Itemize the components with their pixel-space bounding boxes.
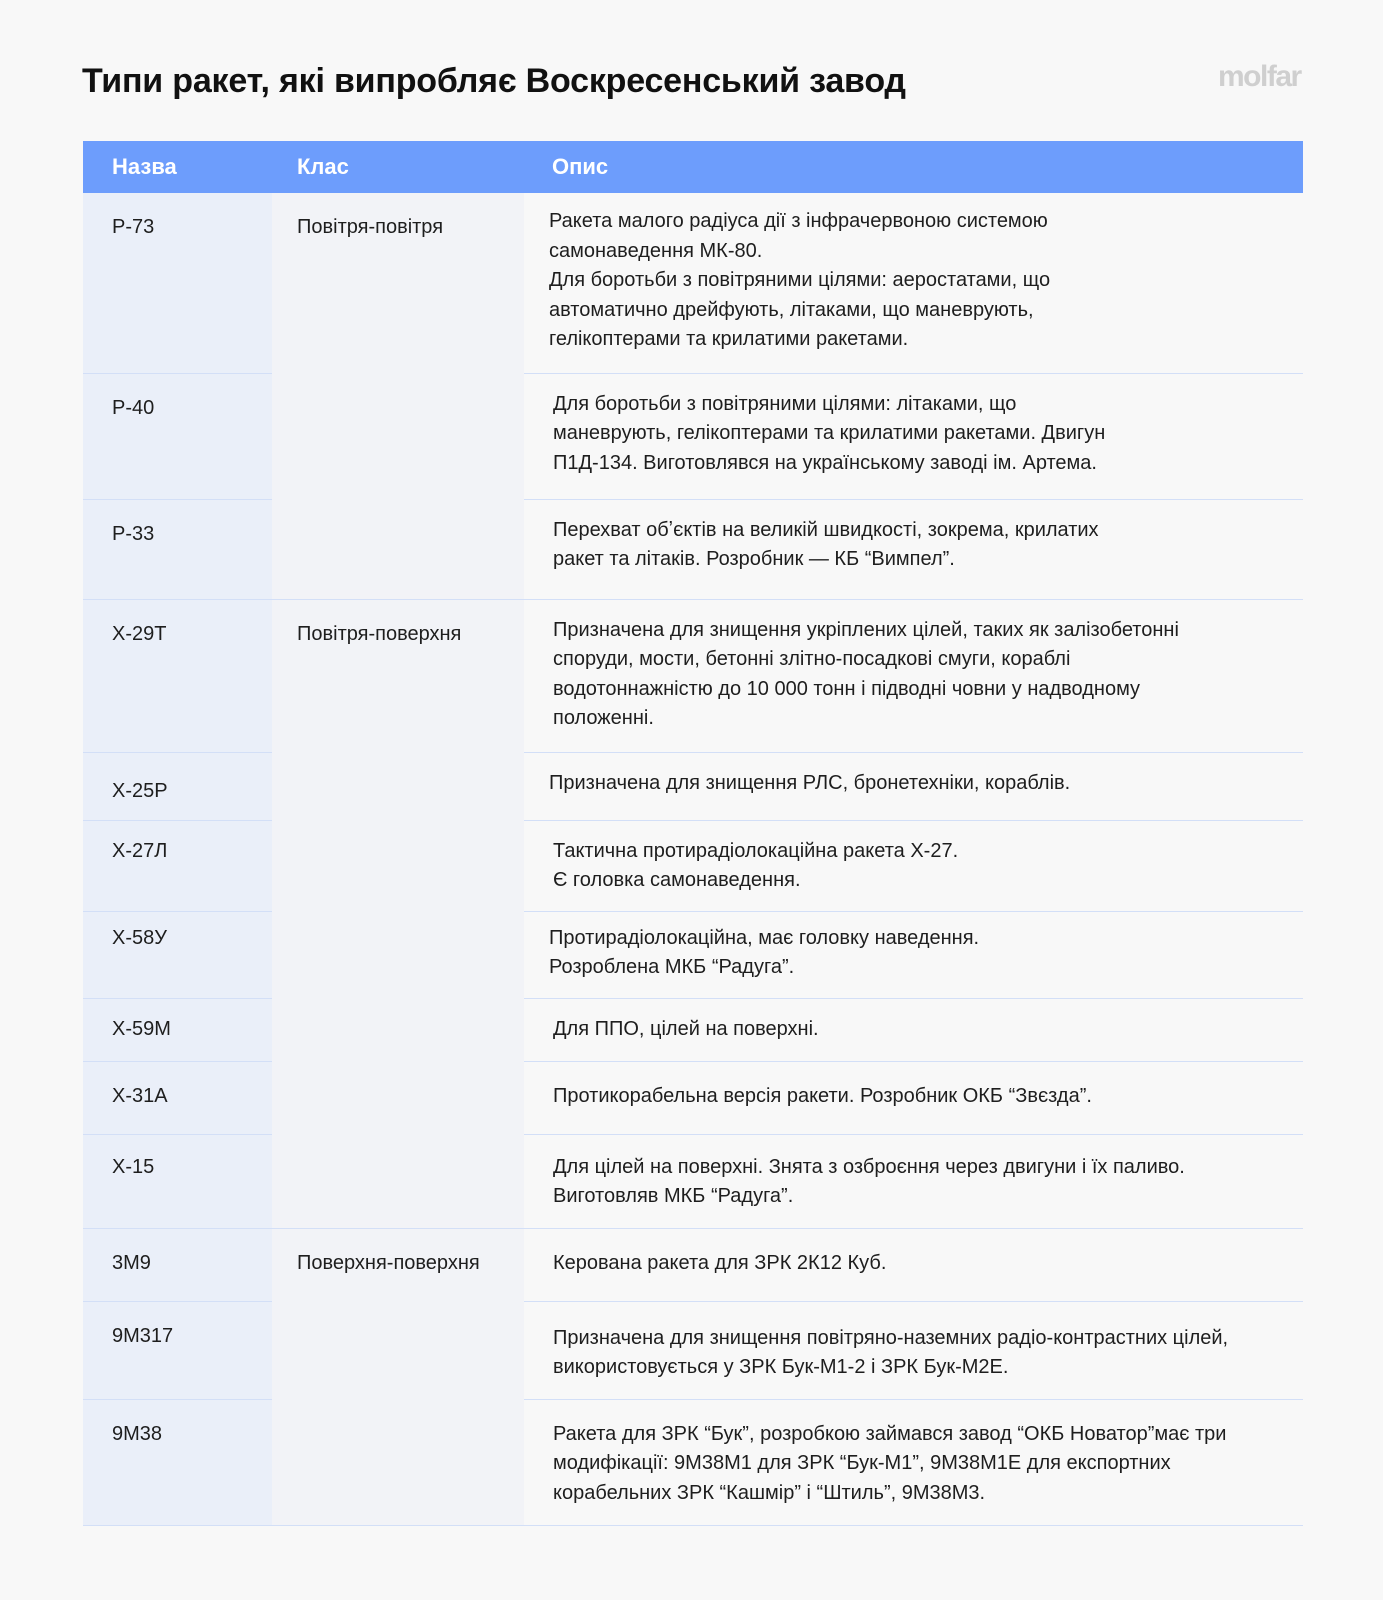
missile-class-empty: [272, 499, 524, 599]
description-line: модифікації: 9М38М1 для ЗРК “Бук-М1”, 9М38М1Е для експортних: [553, 1452, 1171, 1474]
table-row: [83, 820, 1303, 911]
table-body: [83, 193, 1303, 1525]
molfar-logo: molfar: [1218, 60, 1301, 93]
missile-name: Х-31А: [83, 1061, 272, 1134]
missile-class: Повітря-поверхня: [272, 599, 524, 752]
description-line: споруди, мости, бетонні злітно-посадкові смуги, кораблі: [553, 648, 1071, 670]
page-title: Типи ракет, які випробляє Воскресенський завод: [82, 62, 906, 100]
missile-description: [524, 911, 1303, 998]
description-line: ракет та літаків. Розробник — КБ “Вимпел”.: [553, 548, 955, 570]
missile-description: [524, 998, 1303, 1061]
description-line: водотоннажністю до 10 000 тонн і підводні човни у надводному: [553, 677, 1141, 700]
description-line: використовується у ЗРК Бук-М1-2 і ЗРК Бук-М2Е.: [553, 1356, 1009, 1378]
missile-class-empty: [272, 998, 524, 1061]
description-line: маневрують, гелікоптерами та крилатими ракетами. Двигун: [553, 422, 1106, 444]
description-line: Для боротьби з повітряними цілями: літаками, що: [553, 392, 1017, 415]
missile-description: [524, 820, 1303, 911]
description-line: Тактична протирадіолокаційна ракета Х-27.: [553, 839, 959, 862]
description-line: самонаведення МК-80.: [549, 239, 763, 262]
missile-class-empty: [272, 911, 524, 998]
table-row: [83, 1301, 1303, 1399]
missile-description: [524, 373, 1303, 499]
missile-description: [524, 1134, 1303, 1228]
missile-class: Повітря-повітря: [272, 193, 524, 373]
description-line: Призначена для знищення РЛС, бронетехніки, кораблів.: [549, 771, 1071, 794]
missile-class-empty: [272, 1301, 524, 1399]
description-line: положенні.: [553, 707, 654, 729]
description-line: Є головка самонаведення.: [553, 869, 801, 891]
description-line: Призначена для знищення повітряно-наземних радіо-контрастних цілей,: [553, 1326, 1229, 1349]
description-line: Для ППО, цілей на поверхні.: [553, 1017, 819, 1040]
missile-description: [524, 1061, 1303, 1134]
missile-description: [524, 752, 1303, 820]
missiles-table: [83, 141, 1303, 1526]
table-row: [83, 1228, 1303, 1301]
description-line: корабельних ЗРК “Кашмір” і “Штиль”, 9М38М3.: [553, 1481, 986, 1504]
description-line: Виготовляв МКБ “Радуга”.: [553, 1185, 794, 1207]
table-row: [83, 1134, 1303, 1228]
description-line: Призначена для знищення укріплених цілей, таких як залізобетонні: [553, 618, 1179, 641]
missile-description: [524, 1228, 1303, 1301]
table-row: [83, 599, 1303, 752]
description-line: Перехват обʼєктів на великій швидкості, зокрема, крилатих: [553, 518, 1099, 541]
description-line: Ракета малого радіуса дії з інфрачервоною системою: [549, 210, 1048, 232]
table-row: [83, 1061, 1303, 1134]
missile-description: [524, 1301, 1303, 1399]
missile-description: [524, 193, 1303, 373]
missile-class-empty: [272, 820, 524, 911]
missile-class-empty: [272, 752, 524, 820]
missile-name: Х-58У: [83, 911, 272, 998]
description-line: автоматично дрейфують, літаками, що маневрують,: [549, 298, 1034, 321]
description-line: Протирадіолокаційна, має головку наведення.: [549, 926, 980, 949]
missile-name: 9М317: [83, 1301, 272, 1399]
missile-name: Х-29Т: [83, 599, 272, 752]
missile-class-empty: [272, 1399, 524, 1525]
table-header: [83, 141, 1303, 193]
column-header-description: Опис: [524, 141, 1303, 193]
description-line: гелікоптерами та крилатими ракетами.: [549, 328, 909, 350]
missile-class-empty: [272, 373, 524, 499]
table-row: [83, 911, 1303, 998]
missile-name: 9М38: [83, 1399, 272, 1525]
table-row: [83, 752, 1303, 820]
missile-name: Р-73: [83, 193, 272, 373]
missile-name: Х-59М: [83, 998, 272, 1061]
missile-name: 3М9: [83, 1228, 272, 1301]
column-header-class: Клас: [272, 141, 524, 193]
description-line: П1Д-134. Виготовлявся на українському заводі ім. Артема.: [553, 451, 1097, 474]
table-row: [83, 998, 1303, 1061]
missile-name: Х-15: [83, 1134, 272, 1228]
missile-class-empty: [272, 1134, 524, 1228]
table-row: [83, 499, 1303, 599]
missile-name: Х-25Р: [83, 752, 272, 820]
column-header-name: Назва: [83, 141, 272, 193]
description-line: Ракета для ЗРК “Бук”, розробкою займався завод “ОКБ Новатор”має три: [553, 1422, 1227, 1445]
table-row: [83, 193, 1303, 373]
missile-description: [524, 599, 1303, 752]
description-line: Для цілей на поверхні. Знята з озброєння через двигуни і їх паливо.: [553, 1155, 1185, 1178]
description-line: Керована ракета для ЗРК 2К12 Куб.: [553, 1251, 887, 1274]
table-row: [83, 373, 1303, 499]
description-line: Розроблена МКБ “Радуга”.: [549, 956, 795, 978]
missile-class: Поверхня-поверхня: [272, 1228, 524, 1301]
missile-class-empty: [272, 1061, 524, 1134]
table-row: [83, 1399, 1303, 1525]
missile-name: Х-27Л: [83, 820, 272, 911]
description-line: Протикорабельна версія ракети. Розробник ОКБ “Звєзда”.: [553, 1084, 1092, 1107]
missile-name: Р-40: [83, 373, 272, 499]
description-line: Для боротьби з повітряними цілями: аеростатами, що: [549, 269, 1051, 291]
missile-description: [524, 499, 1303, 599]
missile-description: [524, 1399, 1303, 1525]
missile-name: Р-33: [83, 499, 272, 599]
